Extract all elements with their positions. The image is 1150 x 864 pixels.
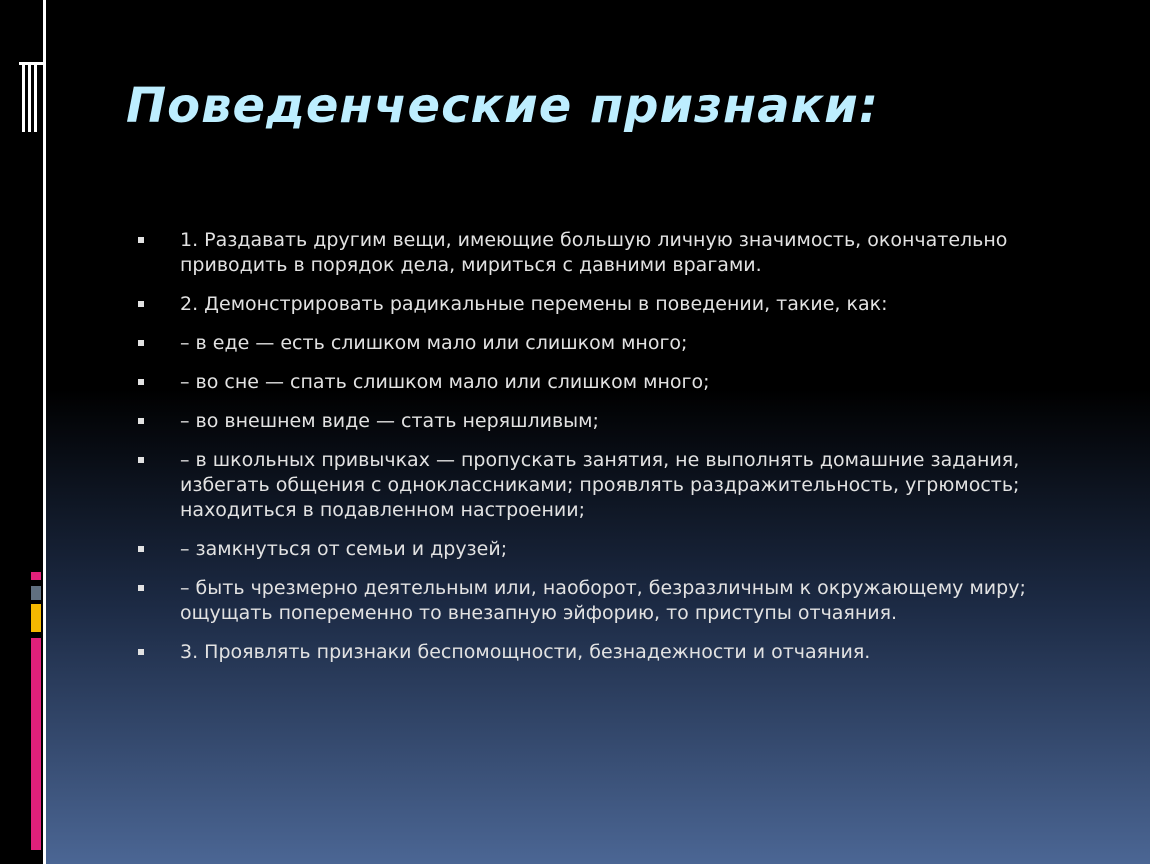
bullet-item: [138, 576, 1038, 626]
accent-bar-pink-large: [31, 638, 41, 850]
bullet-item: [138, 331, 1038, 356]
bullet-square-icon: [138, 457, 144, 463]
bullet-text: – в еде — есть слишком мало или слишком много;: [180, 332, 688, 354]
corner-line-2: [28, 62, 31, 132]
bullet-item: [138, 370, 1038, 395]
bullet-text: – в школьных привычках — пропускать занятия, не выполнять домашние задания, избегать общения с одноклассниками; проявлять раздражительность, угрюмость; находиться в подавленном настроении;: [180, 449, 1020, 521]
accent-bar-gray: [31, 586, 41, 600]
bullet-text: 1. Раздавать другим вещи, имеющие большую личную значимость, окончательно приводить в порядок дела, мириться с давними врагами.: [180, 229, 1008, 276]
bullet-square-icon: [138, 418, 144, 424]
bullet-item: [138, 292, 1038, 317]
bullet-square-icon: [138, 649, 144, 655]
corner-line-1: [22, 62, 25, 132]
bullet-item: [138, 448, 1038, 523]
bullet-text: – во внешнем виде — стать неряшливым;: [180, 410, 599, 432]
accent-bar-pink-small: [31, 572, 41, 580]
bullet-item: [138, 228, 1038, 278]
corner-line-top: [19, 62, 46, 65]
bullet-item: [138, 537, 1038, 562]
bullet-square-icon: [138, 301, 144, 307]
bullet-item: [138, 640, 1038, 665]
bullet-square-icon: [138, 237, 144, 243]
bullet-list: [138, 228, 1038, 679]
bullet-square-icon: [138, 379, 144, 385]
bullet-item: [138, 409, 1038, 434]
bullet-square-icon: [138, 340, 144, 346]
accent-bar-yellow: [31, 604, 41, 632]
bullet-text: 3. Проявлять признаки беспомощности, безнадежности и отчаяния.: [180, 641, 871, 663]
bullet-text: – во сне — спать слишком мало или слишком много;: [180, 371, 710, 393]
bullet-text: 2. Демонстрировать радикальные перемены в поведении, такие, как:: [180, 293, 888, 315]
bullet-square-icon: [138, 546, 144, 552]
corner-decoration: [0, 0, 46, 140]
bullet-text: – быть чрезмерно деятельным или, наоборот, безразличным к окружающему миру; ощущать попеременно то внезапную эйфорию, то приступы отчаяния.: [180, 577, 1026, 624]
slide-title: Поведенческие признаки:: [126, 78, 880, 134]
bullet-text: – замкнуться от семьи и друзей;: [180, 538, 508, 560]
corner-line-3: [34, 62, 37, 132]
bullet-square-icon: [138, 585, 144, 591]
